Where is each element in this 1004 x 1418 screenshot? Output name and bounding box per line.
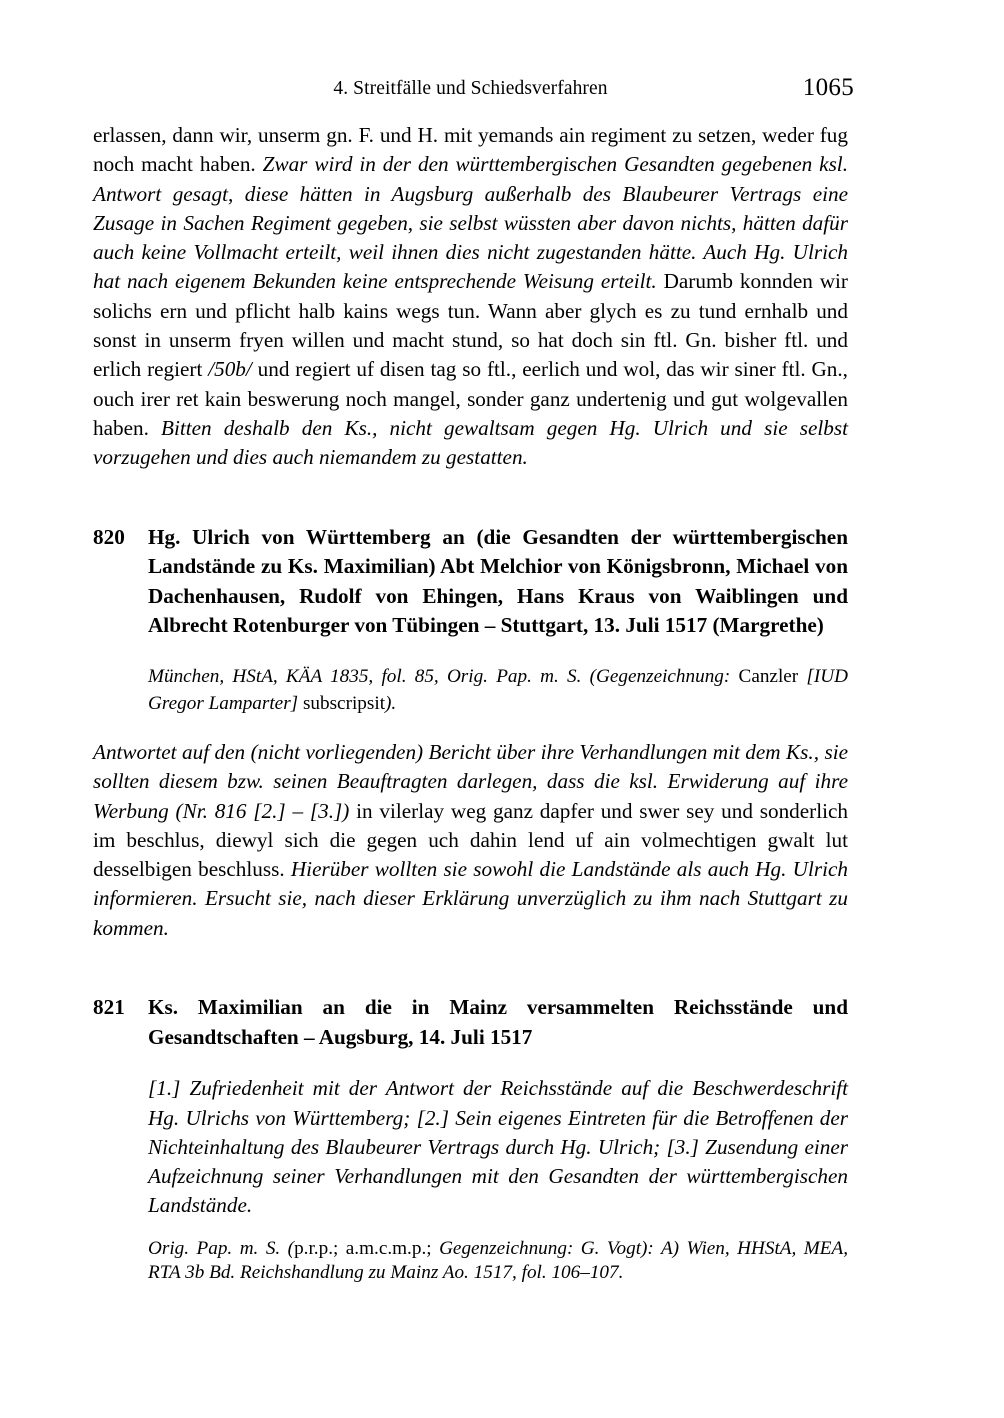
source-segment-italic: München, HStA, KÄA 1835, fol. 85, Orig. Pap. m. S. (Gegenzeichnung: [148,665,739,687]
body-segment-italic: Hierüber wollten sie sowohl die Landstände als auch Hg. Ulrich informieren. Ersucht sie, nach dieser Erklärung unverzüglich zu ihm nach Stuttgart zu kommen. [93,857,848,940]
entry-title: Ks. Maximilian an die in Mainz versammelten Reichsstände und Gesandtschaften – Augsburg, 14. Juli 1517 [148,995,848,1049]
paragraph-segment-roman: erlassen, dann wir, unserm gn. F. und H. mit yemands ain regiment zu setzen, weder fug noch macht haben. [93,123,848,177]
paragraph-segment-italic: Bitten deshalb den Ks., nicht gewaltsam gegen Hg. Ulrich und sie selbst vorzugehen und dies auch niemandem zu gestatten. [93,415,848,470]
entry-regest-821: [1.] Zufriedenheit mit der Antwort der Reichsstände auf die Beschwerdeschrift Hg. Ulrichs von Württemberg; [2.] Sein eigenes Eintreten für die Betroffenen der Nichteinhaltung des Blaubeurer Vertrags durch Hg. Ulrich; [3.] Zusendung einer Aufzeichnung seiner Verhandlungen mit den Gesandten der württembergischen Landstände. [148,1076,848,1218]
entry-heading-820 [93,523,848,641]
entry-title: Hg. Ulrich von Württemberg an (die Gesandten der württembergischen Landstände zu Ks. Maximilian) Abt Melchior von Königsbronn, Michael von Dachenhausen, Rudolf von Ehingen, Hans Kraus von Waiblingen und Albrecht Rotenburger von Tübingen – Stuttgart, 13. Juli 1517 (Margrethe) [148,524,848,638]
continued-paragraph [93,121,848,473]
page-number: 1065 [802,74,854,101]
paragraph-segment-roman: und regiert uf disen tag so ftl., eerlich und wol, das wir siner ftl. Gn., ouch irer ret kain beswerung noch mangel, sonder ganz undertenig und gut wolgevallen haben. [93,357,848,440]
source-segment-roman: p.r.p.; a.m.c.m.p.; [294,1237,432,1259]
source-segment-italic: Gegenzeichnung: G. Vogt): A) Wien, HHStA, MEA, RTA 3b Bd. Reichshandlung zu Mainz Ao. 1517, fol. 106–107. [148,1237,849,1284]
body-segment-italic: Antwortet auf den (nicht vorliegenden) Bericht über ihre Verhandlungen mit dem Ks., sie sollten diesem bzw. seinen Beauftragten darlegen, dass die ksl. Erwiderung auf ihre Werbung (Nr. 816 [2.] – [3.]) [93,739,848,823]
running-head [93,74,854,112]
entry-number: 820 [93,524,125,549]
entry-heading-821 [93,993,848,1052]
body-segment-roman: in vilerlay weg ganz dapfer und swer sey und sonderlich im beschlus, diewyl sich die gegen uch dahin lend uf ain volmechtigen gwalt lut desselbigen beschluss. [93,798,848,882]
source-segment-roman: Canzler [738,665,807,687]
source-note-820 [148,663,848,718]
source-segment-italic: Orig. Pap. m. S. ( [148,1237,295,1259]
running-head-title: 4. Streitfälle und Schiedsverfahren [333,78,608,99]
folio-marker: /50b/ [208,357,252,382]
source-segment-italic: ). [385,693,397,715]
source-segment-italic: [IUD Gregor Lamparter] [148,665,848,715]
source-segment-roman: subscripsit [298,693,386,715]
entry-body-820 [93,738,848,943]
entry-number: 821 [93,995,125,1020]
source-note-821 [148,1237,848,1286]
paragraph-segment-roman: Darumb konnden wir solichs ern und pflicht halb kains wegs tun. Wann aber glych es zu tund ernhalb und sonst in unserm fryen willen und macht stund, so hat doch sin ftl. Gn. bisher ftl. und erlich regiert [93,269,848,382]
paragraph-segment-italic: Zwar wird in der den württembergischen Gesandten gegebenen ksl. Antwort gesagt, diese hätten in Augsburg außerhalb des Blaubeurer Vertrags eine Zusage in Sachen Regiment gegeben, sie selbst wüssten aber davon nichts, hätten dafür auch keine Vollmacht erteilt, weil ihnen dies nicht zugestanden hätte. Auch Hg. Ulrich hat nach eigenem Bekunden keine entsprechende Weisung erteilt. [93,152,848,294]
